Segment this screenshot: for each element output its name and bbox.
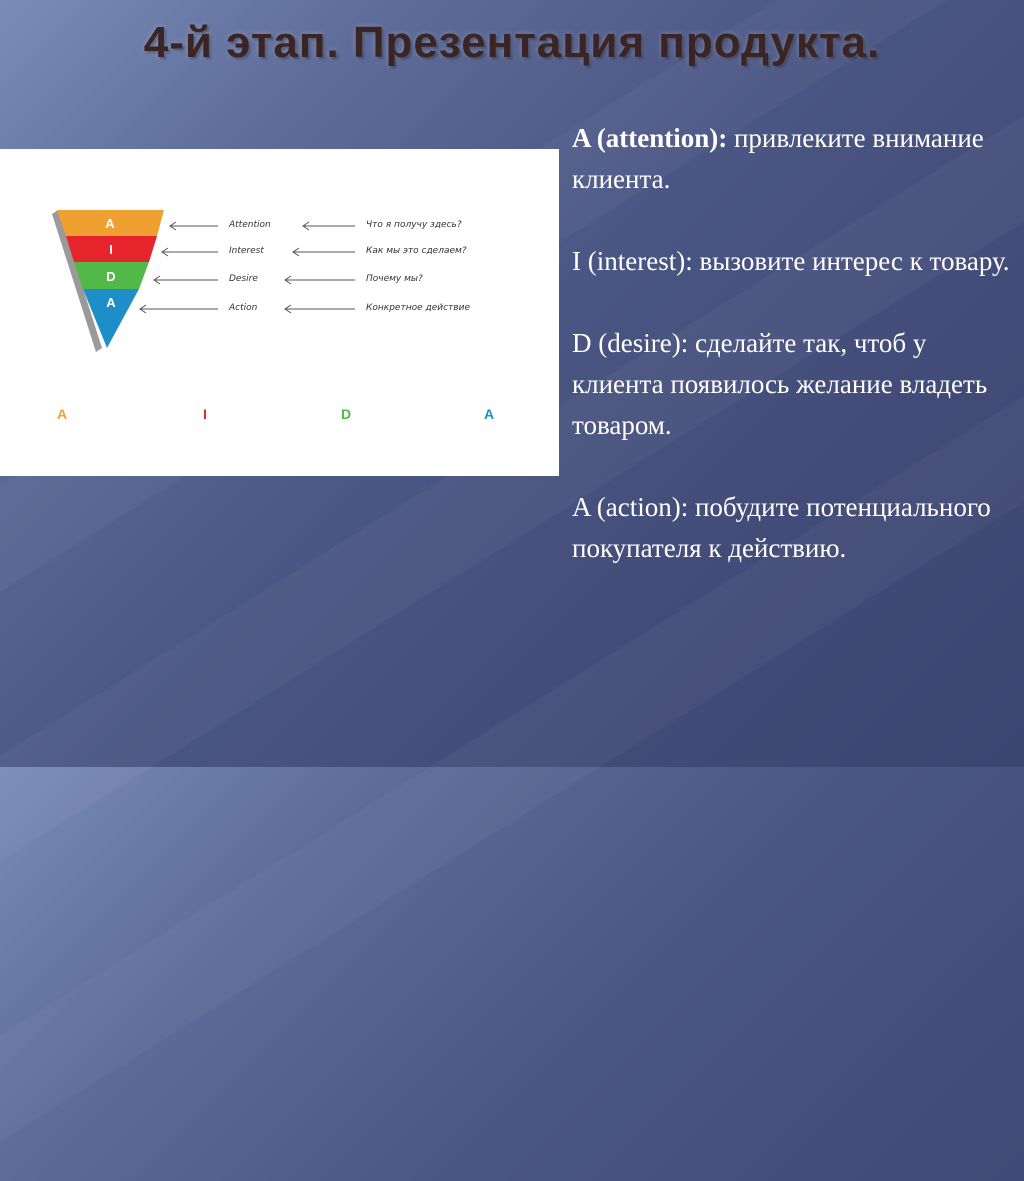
bottom-letter-i: I	[203, 406, 207, 422]
stage-label-action: Action	[229, 303, 258, 313]
aida-description	[572, 118, 1022, 610]
funnel-letter-a1: A	[105, 216, 115, 231]
funnel-letter-i: I	[109, 242, 113, 257]
bottom-letter-a2: A	[484, 406, 495, 422]
question-desire: Почему мы?	[366, 274, 423, 284]
attention-paragraph	[572, 118, 1022, 200]
interest-paragraph: I (interest): вызовите интерес к товару.	[572, 246, 1010, 276]
desire-paragraph: D (desire): сделайте так, чтоб у клиента появилось желание владеть товаром.	[572, 328, 988, 440]
slide-title: 4-й этап. Презентация продукта.	[143, 18, 881, 67]
stage-label-interest: Interest	[229, 246, 264, 256]
action-paragraph: A (action): побудите потенциального покупателя к действию.	[572, 492, 991, 563]
question-attention: Что я получу здесь?	[366, 220, 462, 230]
question-arrows	[285, 222, 355, 313]
funnel-letter-a2: A	[106, 295, 116, 310]
aida-figure	[0, 149, 559, 476]
aida-funnel-diagram	[0, 149, 559, 476]
bottom-letter-a1: A	[57, 406, 68, 422]
question-interest: Как мы это сделаем?	[366, 246, 467, 256]
attention-term: A (attention):	[572, 123, 728, 153]
question-action: Конкретное действие	[366, 303, 470, 313]
bottom-letter-d: D	[341, 406, 352, 422]
stage-label-desire: Desire	[229, 274, 258, 284]
attention-text: привлеките внимание клиента.	[572, 123, 984, 194]
funnel-letter-d: D	[106, 269, 116, 284]
stage-label-attention: Attention	[229, 220, 271, 230]
